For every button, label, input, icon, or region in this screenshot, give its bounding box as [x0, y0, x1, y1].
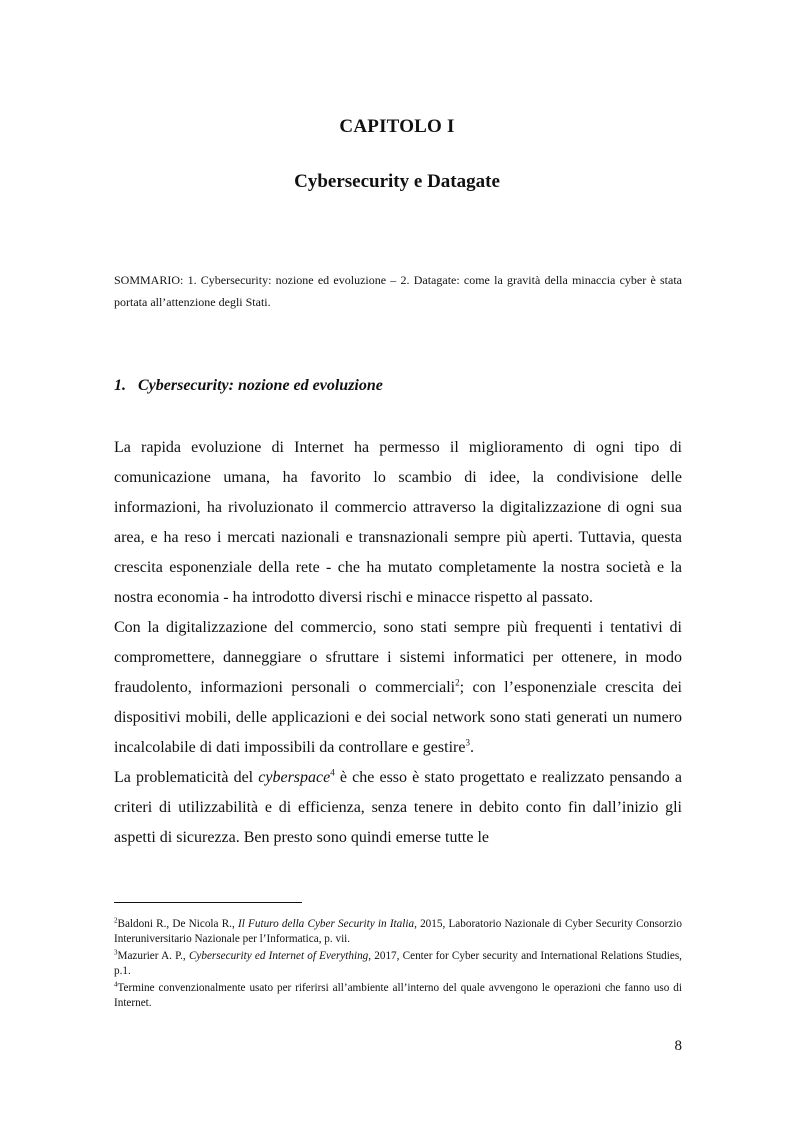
chapter-title: Cybersecurity e Datagate	[294, 171, 500, 192]
paragraph-2-text-a: Con la digitalizzazione del commercio, sono stati sempre più frequenti i tentativi di compromettere, danneggiare o sfruttare i sistemi informatici per ottenere, in modo fraudolento, informazioni personali o commerciali	[114, 619, 682, 696]
footnote-3	[114, 949, 682, 979]
footnotes	[114, 917, 682, 1013]
section-title: Cybersecurity: nozione ed evoluzione	[138, 377, 383, 394]
footnote-text-pre: Mazurier A. P.,	[117, 950, 189, 962]
footnote-text-post: , 2017, Center for Cyber security and International Relations Studies, p.1.	[114, 950, 682, 977]
footnote-2	[114, 917, 682, 947]
paragraph-3-text-a: La problematicità del	[114, 769, 259, 786]
footnote-text-post: , 2015, Laboratorio Nazionale di Cyber Security Consorzio Interuniversitario Nazionale per l’Informatica, p. vii.	[114, 918, 683, 945]
footnote-number: 4	[114, 980, 118, 989]
chapter-label: CAPITOLO I	[339, 116, 455, 137]
paragraph-3-text-b: è che esso è stato progettato e realizzato pensando a criteri di utilizzabilità e di efficienza, senza tenere in debito conto fin dall’inizio gli aspetti di sicurezza. Ben presto sono quindi emerse tutte le	[114, 769, 683, 846]
footnote-number: 3	[114, 948, 118, 957]
footnote-text-pre: Baldoni R., De Nicola R.,	[117, 918, 238, 930]
paragraph-2	[114, 613, 682, 763]
footnote-4	[114, 981, 682, 1011]
paragraph-2-text-b: ; con l’esponenziale crescita dei dispositivi mobili, delle applicazioni e dei social network sono stati generati un numero incalcolabile di dati impossibili da controllare e gestire	[114, 679, 682, 756]
paragraph-3-term: cyberspace	[258, 769, 331, 786]
footnote-number: 2	[114, 916, 118, 925]
section-heading	[114, 377, 383, 395]
paragraph-1: La rapida evoluzione di Internet ha permesso il miglioramento di ogni tipo di comunicazione umana, ha favorito lo scambio di idee, la condivisione delle informazioni, ha rivoluzionato il commercio attraverso la digitalizzazione di ogni sua area, e ha reso i mercati nazionali e transnazionali sempre più aperti. Tuttavia, questa crescita esponenziale della rete - che ha mutato completamente la nostra società e la nostra economia - ha introdotto diversi rischi e minacce rispetto al passato.	[114, 439, 682, 606]
section-number: 1.	[114, 377, 126, 394]
footnote-ref-4[interactable]: 4	[330, 767, 335, 778]
body-text	[114, 433, 682, 853]
footnote-divider	[114, 902, 302, 903]
paragraph-2-text-c: .	[469, 739, 474, 756]
footnote-ref-3[interactable]: 3	[465, 737, 470, 748]
chapter-summary: SOMMARIO: 1. Cybersecurity: nozione ed evoluzione – 2. Datagate: come la gravità della minaccia cyber è stata portata all’attenzione degli Stati.	[114, 273, 682, 309]
footnote-title: Cybersecurity ed Internet of Everything	[188, 950, 369, 962]
page-number: 8	[674, 1038, 682, 1054]
footnote-title: Il Futuro della Cyber Security in Italia	[237, 918, 415, 930]
footnote-ref-2[interactable]: 2	[455, 677, 460, 688]
paragraph-3	[114, 763, 682, 853]
footnote-text-pre: Termine convenzionalmente usato per riferirsi all’ambiente all’interno del quale avvengono le operazioni che fanno uso di Internet.	[114, 982, 682, 1009]
